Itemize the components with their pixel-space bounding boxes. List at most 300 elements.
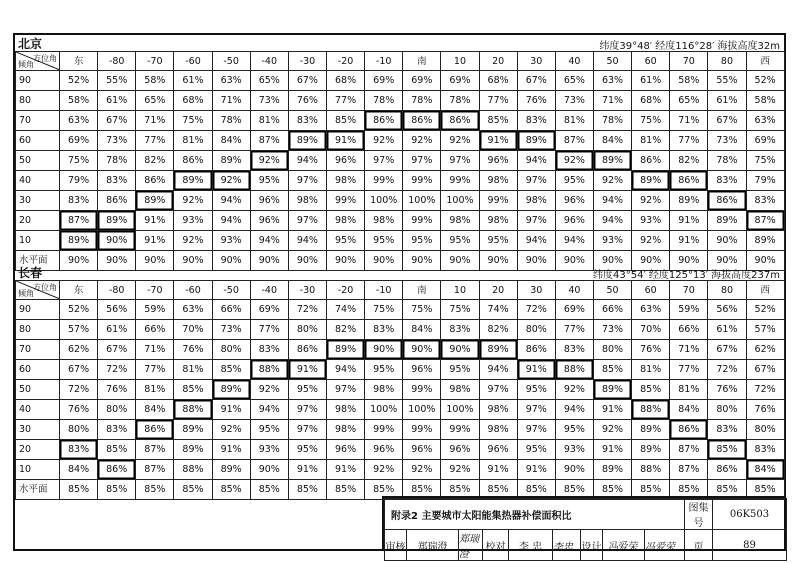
ratio-cell: 91% — [212, 440, 250, 460]
changchun-block — [15, 264, 784, 500]
ratio-cell: 92% — [403, 460, 441, 480]
ratio-cell: 91% — [288, 460, 326, 480]
ratio-cell: 78% — [98, 151, 136, 171]
sheet-title: 附录2 主要城市太阳能集热器补偿面积比 — [385, 499, 685, 530]
tilt-axis-label: 倾角 — [18, 60, 34, 69]
ratio-cell: 92% — [593, 420, 631, 440]
ratio-cell: 63% — [212, 71, 250, 91]
table-row — [16, 300, 785, 320]
ratio-cell: 90% — [708, 251, 746, 271]
azimuth-header: 南 — [403, 281, 441, 300]
ratio-cell: 66% — [136, 320, 174, 340]
ratio-cell: 96% — [326, 151, 364, 171]
ratio-cell: 69% — [250, 300, 288, 320]
azimuth-header: -60 — [174, 52, 212, 71]
ratio-cell: 84% — [746, 460, 784, 480]
ratio-cell: 83% — [517, 111, 555, 131]
ratio-cell: 61% — [98, 91, 136, 111]
tilt-label: 30 — [16, 191, 60, 211]
ratio-cell: 56% — [98, 300, 136, 320]
ratio-cell: 98% — [365, 211, 403, 231]
ratio-cell: 96% — [403, 440, 441, 460]
ratio-cell: 71% — [670, 111, 708, 131]
ratio-cell: 81% — [250, 111, 288, 131]
ratio-cell: 92% — [593, 171, 631, 191]
ratio-cell: 77% — [479, 91, 517, 111]
ratio-cell: 93% — [555, 440, 593, 460]
ratio-cell: 89% — [746, 231, 784, 251]
azimuth-header: 南 — [403, 52, 441, 71]
ratio-cell: 84% — [212, 131, 250, 151]
ratio-cell: 97% — [288, 211, 326, 231]
ratio-cell: 78% — [708, 151, 746, 171]
azimuth-header: -10 — [365, 281, 403, 300]
ratio-cell: 90% — [288, 251, 326, 271]
ratio-cell: 85% — [98, 480, 136, 500]
azimuth-header: 40 — [555, 281, 593, 300]
ratio-cell: 68% — [326, 71, 364, 91]
ratio-cell: 83% — [250, 340, 288, 360]
ratio-cell: 87% — [136, 460, 174, 480]
ratio-cell: 98% — [441, 211, 479, 231]
ratio-cell: 83% — [746, 191, 784, 211]
ratio-cell: 66% — [212, 300, 250, 320]
ratio-cell: 75% — [632, 111, 670, 131]
ratio-cell: 99% — [365, 420, 403, 440]
ratio-cell: 88% — [632, 400, 670, 420]
ratio-cell: 69% — [60, 131, 98, 151]
ratio-cell: 67% — [517, 71, 555, 91]
ratio-cell: 65% — [136, 91, 174, 111]
ratio-cell: 71% — [670, 340, 708, 360]
designer-name: 冯爱荣 — [603, 530, 645, 561]
reviewer-signature: 郑瑞澄 — [459, 530, 483, 561]
ratio-cell: 91% — [288, 360, 326, 380]
ratio-cell: 61% — [708, 320, 746, 340]
table-row — [16, 440, 785, 460]
azimuth-header: 60 — [632, 52, 670, 71]
ratio-cell: 94% — [517, 151, 555, 171]
ratio-cell: 82% — [670, 151, 708, 171]
ratio-cell: 92% — [250, 151, 288, 171]
ratio-cell: 82% — [326, 320, 364, 340]
ratio-cell: 68% — [479, 71, 517, 91]
ratio-cell: 83% — [98, 420, 136, 440]
ratio-cell: 85% — [479, 480, 517, 500]
azimuth-header: -50 — [212, 281, 250, 300]
azimuth-header-row — [16, 52, 785, 71]
ratio-cell: 90% — [708, 231, 746, 251]
ratio-cell: 59% — [670, 300, 708, 320]
ratio-cell: 73% — [708, 131, 746, 151]
ratio-cell: 94% — [593, 191, 631, 211]
ratio-cell: 91% — [479, 131, 517, 151]
ratio-cell: 83% — [60, 191, 98, 211]
ratio-cell: 90% — [441, 251, 479, 271]
ratio-cell: 71% — [593, 91, 631, 111]
ratio-cell: 90% — [593, 251, 631, 271]
ratio-cell: 97% — [403, 151, 441, 171]
ratio-cell: 76% — [708, 380, 746, 400]
ratio-cell: 81% — [632, 360, 670, 380]
ratio-cell: 73% — [98, 131, 136, 151]
ratio-cell: 98% — [479, 171, 517, 191]
ratio-cell: 99% — [403, 171, 441, 191]
ratio-cell: 95% — [365, 360, 403, 380]
ratio-cell: 81% — [174, 131, 212, 151]
ratio-cell: 72% — [60, 380, 98, 400]
azimuth-header: -60 — [174, 281, 212, 300]
ratio-cell: 90% — [174, 251, 212, 271]
ratio-cell: 89% — [517, 131, 555, 151]
ratio-cell: 88% — [555, 360, 593, 380]
ratio-cell: 94% — [288, 151, 326, 171]
azimuth-header: 东 — [60, 281, 98, 300]
ratio-cell: 86% — [136, 420, 174, 440]
ratio-cell: 89% — [632, 440, 670, 460]
ratio-cell: 85% — [593, 480, 631, 500]
ratio-cell: 89% — [212, 151, 250, 171]
ratio-cell: 97% — [288, 400, 326, 420]
ratio-cell: 52% — [746, 71, 784, 91]
ratio-cell: 93% — [212, 231, 250, 251]
ratio-cell: 97% — [441, 151, 479, 171]
ratio-cell: 67% — [708, 111, 746, 131]
ratio-cell: 71% — [136, 340, 174, 360]
ratio-cell: 86% — [708, 460, 746, 480]
ratio-cell: 90% — [403, 251, 441, 271]
ratio-cell: 85% — [60, 480, 98, 500]
tilt-label: 10 — [16, 231, 60, 251]
ratio-cell: 93% — [250, 440, 288, 460]
ratio-cell: 92% — [555, 380, 593, 400]
ratio-cell: 91% — [670, 211, 708, 231]
ratio-cell: 93% — [593, 231, 631, 251]
tilt-label: 水平面 — [16, 251, 60, 271]
ratio-cell: 66% — [670, 320, 708, 340]
ratio-cell: 75% — [60, 151, 98, 171]
block-header — [15, 35, 784, 51]
ratio-cell: 95% — [555, 420, 593, 440]
ratio-cell: 86% — [632, 151, 670, 171]
ratio-cell: 90% — [212, 251, 250, 271]
ratio-cell: 72% — [708, 360, 746, 380]
table-row — [16, 151, 785, 171]
tilt-label: 90 — [16, 300, 60, 320]
ratio-cell: 76% — [746, 400, 784, 420]
proofer-signature: 李忠 — [553, 530, 581, 561]
ratio-cell: 90% — [555, 251, 593, 271]
ratio-cell: 89% — [593, 460, 631, 480]
tilt-label: 水平面 — [16, 480, 60, 500]
proofer-name: 李 忠 — [509, 530, 553, 561]
ratio-cell: 58% — [60, 91, 98, 111]
ratio-cell: 93% — [632, 211, 670, 231]
ratio-cell: 92% — [250, 380, 288, 400]
ratio-cell: 94% — [555, 231, 593, 251]
ratio-cell: 91% — [517, 360, 555, 380]
ratio-cell: 95% — [250, 171, 288, 191]
proof-label: 校对 — [483, 530, 509, 561]
ratio-cell: 80% — [708, 400, 746, 420]
ratio-cell: 85% — [403, 480, 441, 500]
designer-signature: 冯爱荣 — [645, 530, 685, 561]
ratio-cell: 86% — [136, 171, 174, 191]
azimuth-header: 80 — [708, 52, 746, 71]
ratio-cell: 65% — [250, 71, 288, 91]
ratio-cell: 97% — [288, 171, 326, 191]
ratio-cell: 85% — [708, 440, 746, 460]
tilt-label: 60 — [16, 360, 60, 380]
ratio-cell: 69% — [441, 71, 479, 91]
tilt-label: 10 — [16, 460, 60, 480]
ratio-cell: 77% — [326, 91, 364, 111]
ratio-cell: 86% — [174, 151, 212, 171]
ratio-cell: 96% — [441, 440, 479, 460]
ratio-cell: 83% — [288, 111, 326, 131]
ratio-cell: 85% — [632, 480, 670, 500]
ratio-cell: 91% — [326, 131, 364, 151]
ratio-cell: 85% — [441, 480, 479, 500]
ratio-cell: 92% — [174, 231, 212, 251]
azimuth-header: 60 — [632, 281, 670, 300]
ratio-cell: 58% — [136, 71, 174, 91]
azimuth-header: 50 — [593, 52, 631, 71]
ratio-cell: 89% — [326, 340, 364, 360]
location-info: 纬度39°48′ 经度116°28′ 海拔高度32m — [599, 41, 780, 52]
ratio-cell: 85% — [326, 480, 364, 500]
ratio-cell: 59% — [136, 300, 174, 320]
ratio-cell: 100% — [441, 400, 479, 420]
ratio-cell: 76% — [632, 340, 670, 360]
ratio-cell: 99% — [441, 420, 479, 440]
ratio-cell: 56% — [708, 300, 746, 320]
ratio-cell: 69% — [403, 71, 441, 91]
ratio-cell: 52% — [60, 71, 98, 91]
ratio-cell: 73% — [250, 91, 288, 111]
ratio-cell: 83% — [441, 320, 479, 340]
ratio-cell: 85% — [250, 480, 288, 500]
ratio-cell: 63% — [746, 111, 784, 131]
ratio-cell: 87% — [555, 131, 593, 151]
page-label: 页 — [685, 530, 713, 561]
ratio-cell: 98% — [326, 420, 364, 440]
ratio-cell: 88% — [250, 360, 288, 380]
tilt-label: 40 — [16, 400, 60, 420]
ratio-cell: 85% — [136, 480, 174, 500]
azimuth-header: -20 — [326, 281, 364, 300]
tilt-label: 70 — [16, 111, 60, 131]
ratio-cell: 91% — [593, 400, 631, 420]
azimuth-header: -30 — [288, 52, 326, 71]
tilt-label: 60 — [16, 131, 60, 151]
ratio-cell: 85% — [288, 480, 326, 500]
ratio-cell: 95% — [517, 440, 555, 460]
table-row — [16, 131, 785, 151]
drawing-sheet — [13, 33, 786, 551]
ratio-cell: 96% — [403, 360, 441, 380]
ratio-cell: 92% — [632, 191, 670, 211]
ratio-cell: 89% — [212, 460, 250, 480]
ratio-cell: 75% — [403, 300, 441, 320]
ratio-cell: 95% — [365, 231, 403, 251]
ratio-cell: 55% — [708, 71, 746, 91]
ratio-cell: 80% — [98, 400, 136, 420]
ratio-cell: 95% — [288, 380, 326, 400]
atlas-number: 06K503 — [713, 499, 787, 530]
ratio-cell: 61% — [174, 71, 212, 91]
azimuth-header: 10 — [441, 281, 479, 300]
azimuth-header: -30 — [288, 281, 326, 300]
ratio-cell: 77% — [670, 131, 708, 151]
ratio-cell: 73% — [555, 91, 593, 111]
ratio-cell: 82% — [136, 151, 174, 171]
azimuth-header: 70 — [670, 52, 708, 71]
title-block — [382, 496, 786, 560]
ratio-cell: 85% — [174, 380, 212, 400]
block-header — [15, 264, 784, 280]
ratio-cell: 67% — [746, 360, 784, 380]
ratio-cell: 95% — [288, 440, 326, 460]
ratio-cell: 89% — [98, 211, 136, 231]
table-row — [16, 171, 785, 191]
ratio-cell: 100% — [441, 191, 479, 211]
ratio-cell: 89% — [708, 211, 746, 231]
ratio-cell: 85% — [326, 111, 364, 131]
ratio-cell: 85% — [746, 480, 784, 500]
ratio-cell: 80% — [517, 320, 555, 340]
tilt-label: 40 — [16, 171, 60, 191]
ratio-cell: 63% — [174, 300, 212, 320]
ratio-cell: 96% — [365, 440, 403, 460]
azimuth-header: -70 — [136, 52, 174, 71]
ratio-cell: 76% — [174, 340, 212, 360]
ratio-cell: 91% — [326, 460, 364, 480]
ratio-cell: 98% — [479, 211, 517, 231]
azimuth-header: 东 — [60, 52, 98, 71]
ratio-cell: 90% — [250, 251, 288, 271]
ratio-cell: 94% — [212, 191, 250, 211]
ratio-cell: 85% — [517, 480, 555, 500]
ratio-cell: 86% — [365, 111, 403, 131]
design-label: 设计 — [581, 530, 603, 561]
ratio-cell: 94% — [555, 400, 593, 420]
ratio-cell: 98% — [326, 400, 364, 420]
ratio-cell: 86% — [98, 191, 136, 211]
ratio-cell: 76% — [517, 91, 555, 111]
ratio-cell: 89% — [479, 340, 517, 360]
ratio-cell: 90% — [250, 460, 288, 480]
ratio-cell: 91% — [517, 460, 555, 480]
ratio-cell: 89% — [212, 380, 250, 400]
azimuth-header: 西 — [746, 52, 784, 71]
ratio-cell: 83% — [555, 340, 593, 360]
ratio-cell: 91% — [670, 231, 708, 251]
ratio-cell: 95% — [517, 380, 555, 400]
ratio-cell: 90% — [136, 251, 174, 271]
ratio-cell: 92% — [174, 191, 212, 211]
ratio-cell: 65% — [555, 71, 593, 91]
ratio-cell: 86% — [670, 171, 708, 191]
ratio-cell: 85% — [174, 480, 212, 500]
ratio-cell: 97% — [517, 420, 555, 440]
ratio-cell: 89% — [136, 191, 174, 211]
ratio-cell: 84% — [403, 320, 441, 340]
ratio-cell: 97% — [479, 380, 517, 400]
ratio-cell: 61% — [632, 71, 670, 91]
ratio-cell: 90% — [60, 251, 98, 271]
ratio-cell: 99% — [479, 191, 517, 211]
ratio-cell: 95% — [326, 231, 364, 251]
table-row — [16, 320, 785, 340]
ratio-cell: 99% — [441, 171, 479, 191]
ratio-cell: 65% — [670, 91, 708, 111]
ratio-cell: 91% — [479, 460, 517, 480]
ratio-cell: 86% — [98, 460, 136, 480]
ratio-cell: 72% — [288, 300, 326, 320]
ratio-cell: 90% — [98, 231, 136, 251]
ratio-cell: 98% — [365, 380, 403, 400]
azimuth-header: -40 — [250, 281, 288, 300]
ratio-cell: 75% — [174, 111, 212, 131]
ratio-cell: 99% — [403, 420, 441, 440]
azimuth-header: 40 — [555, 52, 593, 71]
ratio-cell: 97% — [365, 151, 403, 171]
tilt-label: 80 — [16, 91, 60, 111]
compensation-table — [15, 280, 785, 500]
ratio-cell: 67% — [708, 340, 746, 360]
azimuth-header: -40 — [250, 52, 288, 71]
ratio-cell: 79% — [60, 171, 98, 191]
ratio-cell: 89% — [60, 231, 98, 251]
azimuth-header-row — [16, 281, 785, 300]
ratio-cell: 97% — [288, 420, 326, 440]
ratio-cell: 76% — [288, 91, 326, 111]
ratio-cell: 55% — [98, 71, 136, 91]
ratio-cell: 85% — [212, 360, 250, 380]
azimuth-header: 70 — [670, 281, 708, 300]
ratio-cell: 82% — [479, 320, 517, 340]
table-row — [16, 211, 785, 231]
ratio-cell: 83% — [708, 420, 746, 440]
ratio-cell: 92% — [403, 131, 441, 151]
ratio-cell: 83% — [60, 440, 98, 460]
ratio-cell: 81% — [632, 131, 670, 151]
ratio-cell: 78% — [441, 91, 479, 111]
city-name: 北京 — [18, 37, 43, 51]
corner-header — [16, 52, 60, 71]
table-row — [16, 400, 785, 420]
tilt-label: 20 — [16, 440, 60, 460]
ratio-cell: 57% — [746, 320, 784, 340]
ratio-cell: 66% — [593, 300, 631, 320]
ratio-cell: 90% — [632, 251, 670, 271]
ratio-cell: 76% — [60, 400, 98, 420]
ratio-cell: 77% — [136, 131, 174, 151]
ratio-cell: 74% — [326, 300, 364, 320]
ratio-cell: 71% — [136, 111, 174, 131]
azimuth-header: -50 — [212, 52, 250, 71]
ratio-cell: 61% — [708, 91, 746, 111]
ratio-cell: 87% — [60, 211, 98, 231]
azimuth-axis-label: 方位角 — [33, 283, 57, 292]
ratio-cell: 62% — [60, 340, 98, 360]
ratio-cell: 69% — [365, 71, 403, 91]
ratio-cell: 89% — [174, 440, 212, 460]
ratio-cell: 83% — [365, 320, 403, 340]
azimuth-header: 20 — [479, 52, 517, 71]
ratio-cell: 100% — [403, 191, 441, 211]
